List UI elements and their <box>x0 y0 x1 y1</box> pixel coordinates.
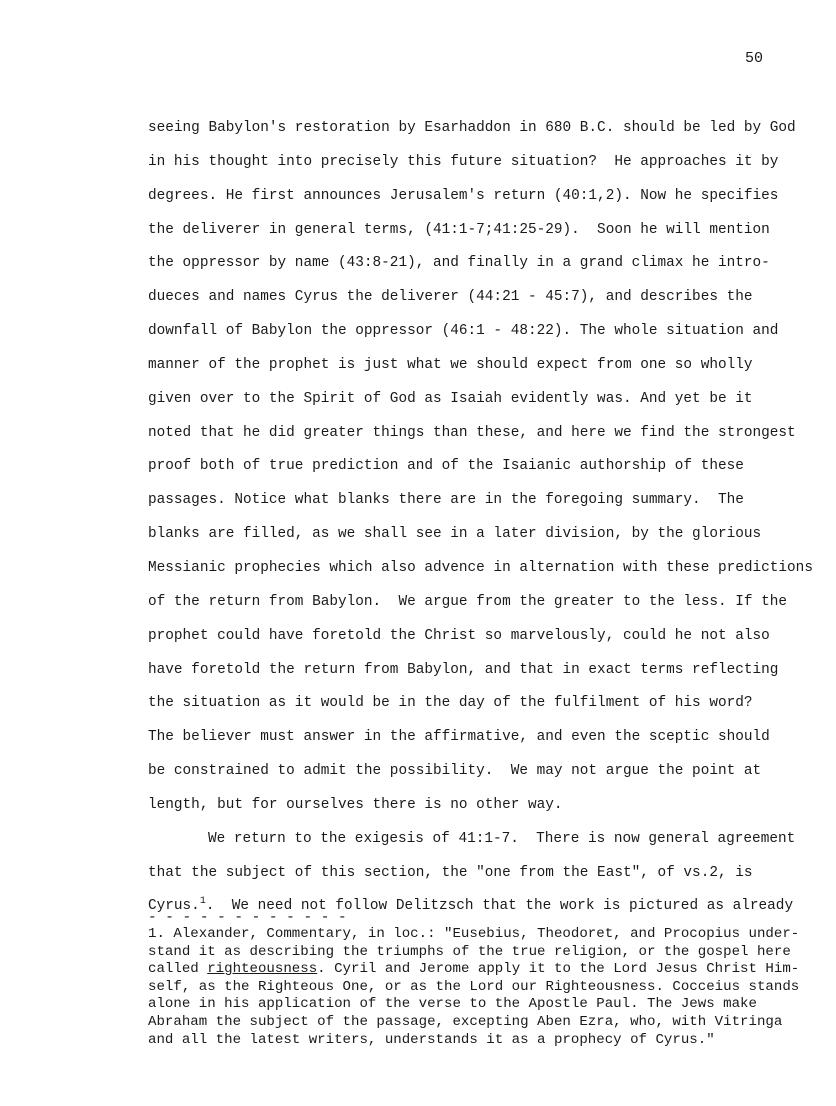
text-line: passages. Notice what blanks there are in the foregoing summary. The <box>148 492 744 509</box>
text-line: downfall of Babylon the oppressor (46:1 - 48:22). The whole situation and <box>148 323 779 340</box>
body-text <box>148 118 813 930</box>
text-line: dueces and names Cyrus the deliverer (44:21 - 45:7), and describes the <box>148 289 753 306</box>
text-line: prophet could have foretold the Christ so marvelously, could he not also <box>148 627 770 644</box>
text-line: of the return from Babylon. We argue from the greater to the less. If the <box>148 593 788 610</box>
text-line: in his thought into precisely this future situation? He approaches it by <box>148 153 779 170</box>
text-line: that the subject of this section, the "one from the East", of vs.2, is <box>148 864 753 881</box>
footnote-line: alone in his application of the verse to the Apostle Paul. The Jews make <box>148 996 757 1013</box>
footnote-separator: - - - - - - - - - - - - <box>148 910 347 926</box>
footnote-line: stand it as describing the triumphs of the true religion, or the gospel here <box>148 943 791 960</box>
text-line: manner of the prophet is just what we should expect from one so wholly <box>148 356 753 373</box>
text-line: length, but for ourselves there is no other way. <box>148 796 563 813</box>
text-span: called <box>148 961 208 978</box>
footnote <box>148 926 808 1049</box>
text-line: be constrained to admit the possibility. We may not argue the point at <box>148 763 762 780</box>
text-line: blanks are filled, as we shall see in a later division, by the glorious <box>148 526 762 543</box>
text-line: the situation as it would be in the day of the fulfilment of his word? <box>148 695 753 712</box>
footnote-line: 1. Alexander, Commentary, in loc.: "Eusebius, Theodoret, and Procopius under- <box>148 926 800 942</box>
text-line: proof both of true prediction and of the Isaianic authorship of these <box>148 458 744 475</box>
text-line: seeing Babylon's restoration by Esarhaddon in 680 B.C. should be led by God <box>148 120 796 136</box>
footnote-line: and all the latest writers, understands it as a prophecy of Cyrus." <box>148 1031 715 1048</box>
footnote-line: Abraham the subject of the passage, excepting Aben Ezra, who, with Vitringa <box>148 1013 783 1030</box>
footnote-marker: 1 <box>199 896 206 908</box>
underlined-word: righteousness <box>207 961 318 978</box>
text-line: degrees. He first announces Jerusalem's return (40:1,2). Now he specifies <box>148 187 779 204</box>
text-line: the oppressor by name (43:8-21), and finally in a grand climax he intro- <box>148 255 770 272</box>
text-line: The believer must answer in the affirmative, and even the sceptic should <box>148 729 770 746</box>
text-span: . We need not follow Delitzsch that the work is pictured as already <box>205 898 794 915</box>
text-span: Cyrus. <box>148 898 200 915</box>
text-line: Messianic prophecies which also advence in alternation with these predictions <box>148 559 813 576</box>
text-line: the deliverer in general terms, (41:1-7;41:25-29). Soon he will mention <box>148 221 770 238</box>
footnote-line: self, as the Righteous One, or as the Lord our Righteousness. Cocceius stands <box>148 978 800 995</box>
text-line: noted that he did greater things than these, and here we find the strongest <box>148 424 796 441</box>
page-number: 50 <box>745 50 764 67</box>
text-span: . Cyril and Jerome apply it to the Lord Jesus Christ Him- <box>317 961 800 978</box>
paragraph-start-line: We return to the exigesis of 41:1-7. There is now general agreement <box>208 830 796 847</box>
footnote-line <box>148 961 808 979</box>
text-line: have foretold the return from Babylon, and that in exact terms reflecting <box>148 661 779 678</box>
text-line: given over to the Spirit of God as Isaiah evidently was. And yet be it <box>148 390 753 407</box>
